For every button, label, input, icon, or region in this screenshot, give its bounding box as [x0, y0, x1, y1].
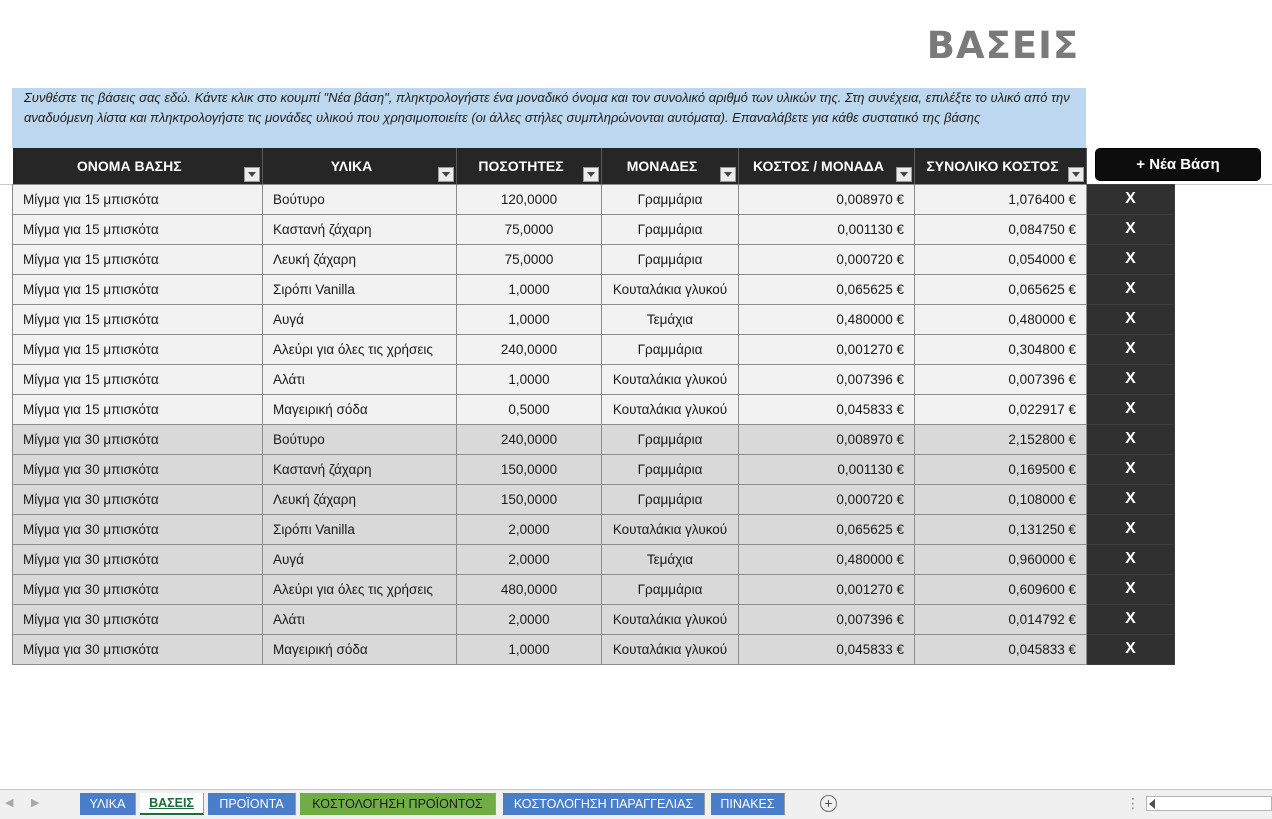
- ingredient-cell[interactable]: Μαγειρική σόδα: [263, 634, 457, 664]
- base-name-cell[interactable]: Μίγμα για 30 μπισκότα: [13, 634, 263, 664]
- table-row: [13, 574, 1175, 604]
- total-cost-cell[interactable]: 0,131250 €: [915, 514, 1087, 544]
- base-name-cell[interactable]: Μίγμα για 15 μπισκότα: [13, 244, 263, 274]
- ingredient-cell[interactable]: Αυγά: [263, 304, 457, 334]
- ingredient-cell[interactable]: Καστανή ζάχαρη: [263, 454, 457, 484]
- horizontal-scrollbar[interactable]: [1146, 796, 1272, 811]
- unit-cost-cell[interactable]: 0,000720 €: [739, 484, 915, 514]
- base-name-cell[interactable]: Μίγμα για 30 μπισκότα: [13, 514, 263, 544]
- base-name-cell[interactable]: Μίγμα για 30 μπισκότα: [13, 604, 263, 634]
- quantity-cell[interactable]: 1,0000: [457, 274, 602, 304]
- table-row: [13, 544, 1175, 574]
- quantity-cell[interactable]: 480,0000: [457, 574, 602, 604]
- delete-column-header: [1087, 148, 1175, 184]
- quantity-cell[interactable]: 75,0000: [457, 214, 602, 244]
- table-row: [13, 334, 1175, 364]
- column-header-base-name: [13, 148, 263, 184]
- quantity-cell[interactable]: 75,0000: [457, 244, 602, 274]
- unit-cost-cell[interactable]: 0,001270 €: [739, 574, 915, 604]
- base-name-cell[interactable]: Μίγμα για 15 μπισκότα: [13, 334, 263, 364]
- unit-cell[interactable]: Γραμμάρια: [602, 574, 739, 604]
- unit-cell[interactable]: Κουταλάκια γλυκού: [602, 394, 739, 424]
- filter-dropdown-icon[interactable]: [896, 167, 912, 182]
- total-cost-cell[interactable]: 0,065625 €: [915, 274, 1087, 304]
- total-cost-cell[interactable]: 0,007396 €: [915, 364, 1087, 394]
- sheet-tab-baseis[interactable]: ΒΑΣΕΙΣ: [140, 793, 204, 815]
- unit-cost-cell[interactable]: 0,001270 €: [739, 334, 915, 364]
- new-base-button[interactable]: + Νέα Βάση: [1095, 148, 1261, 181]
- table-row: [13, 364, 1175, 394]
- unit-cost-cell[interactable]: 0,045833 €: [739, 634, 915, 664]
- column-header-units: [602, 148, 739, 184]
- total-cost-cell[interactable]: 0,960000 €: [915, 544, 1087, 574]
- ingredient-cell[interactable]: Λευκή ζάχαρη: [263, 244, 457, 274]
- quantity-cell[interactable]: 1,0000: [457, 304, 602, 334]
- base-name-cell[interactable]: Μίγμα για 15 μπισκότα: [13, 274, 263, 304]
- unit-cell[interactable]: Κουταλάκια γλυκού: [602, 634, 739, 664]
- total-cost-cell[interactable]: 0,084750 €: [915, 214, 1087, 244]
- plus-circle-icon[interactable]: +: [820, 795, 837, 812]
- unit-cost-cell[interactable]: 0,001130 €: [739, 454, 915, 484]
- total-cost-cell[interactable]: 0,609600 €: [915, 574, 1087, 604]
- splitter-handle-icon[interactable]: ⋮: [1126, 795, 1140, 811]
- base-name-cell[interactable]: Μίγμα για 30 μπισκότα: [13, 454, 263, 484]
- ingredient-cell[interactable]: Βούτυρο: [263, 184, 457, 214]
- table-header-row: [13, 148, 1175, 184]
- filter-dropdown-icon[interactable]: [583, 167, 599, 182]
- table-row: [13, 514, 1175, 544]
- total-cost-cell[interactable]: 0,045833 €: [915, 634, 1087, 664]
- column-header-label: ΟΝΟΜΑ ΒΑΣΗΣ: [76, 157, 182, 174]
- quantity-cell[interactable]: 150,0000: [457, 454, 602, 484]
- table-row: [13, 304, 1175, 334]
- delete-row-button[interactable]: X: [1087, 304, 1175, 334]
- delete-row-button[interactable]: X: [1087, 634, 1175, 664]
- column-header-quantities: [457, 148, 602, 184]
- unit-cost-cell[interactable]: 0,480000 €: [739, 304, 915, 334]
- base-name-cell[interactable]: Μίγμα για 30 μπισκότα: [13, 484, 263, 514]
- total-cost-cell[interactable]: 0,169500 €: [915, 454, 1087, 484]
- unit-cell[interactable]: Κουταλάκια γλυκού: [602, 514, 739, 544]
- table-row: [13, 424, 1175, 454]
- ingredient-cell[interactable]: Αυγά: [263, 544, 457, 574]
- unit-cost-cell[interactable]: 0,065625 €: [739, 514, 915, 544]
- ingredient-cell[interactable]: Αλάτι: [263, 604, 457, 634]
- table-row: [13, 634, 1175, 664]
- filter-dropdown-icon[interactable]: [244, 167, 260, 182]
- base-name-cell[interactable]: Μίγμα για 30 μπισκότα: [13, 544, 263, 574]
- total-cost-cell[interactable]: 0,022917 €: [915, 394, 1087, 424]
- sheet-tab-proionta[interactable]: ΠΡΟΪΟΝΤΑ: [208, 793, 296, 815]
- table-row: [13, 184, 1175, 214]
- quantity-cell[interactable]: 240,0000: [457, 334, 602, 364]
- base-name-cell[interactable]: Μίγμα για 15 μπισκότα: [13, 184, 263, 214]
- ingredient-cell[interactable]: Αλεύρι για όλες τις χρήσεις: [263, 334, 457, 364]
- table-row: [13, 394, 1175, 424]
- unit-cost-cell[interactable]: 0,045833 €: [739, 394, 915, 424]
- column-header-total-cost: [915, 148, 1087, 184]
- unit-cell[interactable]: Κουταλάκια γλυκού: [602, 364, 739, 394]
- delete-row-button[interactable]: X: [1087, 424, 1175, 454]
- ingredient-cell[interactable]: Λευκή ζάχαρη: [263, 484, 457, 514]
- column-header-unit-cost: [739, 148, 915, 184]
- table-row: [13, 484, 1175, 514]
- unit-cell[interactable]: Γραμμάρια: [602, 424, 739, 454]
- unit-cell[interactable]: Τεμάχια: [602, 304, 739, 334]
- delete-row-button[interactable]: X: [1087, 274, 1175, 304]
- unit-cost-cell[interactable]: 0,007396 €: [739, 604, 915, 634]
- delete-row-button[interactable]: X: [1087, 364, 1175, 394]
- base-name-cell[interactable]: Μίγμα για 15 μπισκότα: [13, 304, 263, 334]
- table-row: [13, 454, 1175, 484]
- base-name-cell[interactable]: Μίγμα για 30 μπισκότα: [13, 574, 263, 604]
- sheet-tab-ylika[interactable]: ΥΛΙΚΑ: [80, 793, 136, 815]
- quantity-cell[interactable]: 2,0000: [457, 604, 602, 634]
- sheet-tab-kostologisi-paraggelias[interactable]: ΚΟΣΤΟΛΟΓΗΣΗ ΠΑΡΑΓΓΕΛΙΑΣ: [503, 793, 705, 815]
- delete-row-button[interactable]: X: [1087, 334, 1175, 364]
- unit-cell[interactable]: Τεμάχια: [602, 544, 739, 574]
- total-cost-cell[interactable]: 0,304800 €: [915, 334, 1087, 364]
- unit-cost-cell[interactable]: 0,001130 €: [739, 214, 915, 244]
- quantity-cell[interactable]: 1,0000: [457, 634, 602, 664]
- sheet-tab-bar: [0, 789, 1272, 819]
- total-cost-cell[interactable]: 2,152800 €: [915, 424, 1087, 454]
- delete-row-button[interactable]: X: [1087, 544, 1175, 574]
- ingredient-cell[interactable]: Μαγειρική σόδα: [263, 394, 457, 424]
- unit-cell[interactable]: Γραμμάρια: [602, 184, 739, 214]
- unit-cell[interactable]: Γραμμάρια: [602, 334, 739, 364]
- scroll-tabs-left-icon[interactable]: ◀: [5, 797, 14, 809]
- ingredient-cell[interactable]: Αλάτι: [263, 364, 457, 394]
- base-name-cell[interactable]: Μίγμα για 15 μπισκότα: [13, 364, 263, 394]
- delete-row-button[interactable]: X: [1087, 214, 1175, 244]
- column-header-label: ΜΟΝΑΔΕΣ: [626, 157, 698, 174]
- quantity-cell[interactable]: 150,0000: [457, 484, 602, 514]
- sheet-tab-kostologisi-proiontos[interactable]: ΚΟΣΤΟΛΟΓΗΣΗ ΠΡΟΪΟΝΤΟΣ: [300, 793, 496, 815]
- delete-row-button[interactable]: X: [1087, 394, 1175, 424]
- delete-row-button[interactable]: X: [1087, 514, 1175, 544]
- total-cost-cell[interactable]: 0,480000 €: [915, 304, 1087, 334]
- page-title: ΒΑΣΕΙΣ: [926, 24, 1080, 67]
- filter-dropdown-icon[interactable]: [438, 167, 454, 182]
- ingredient-cell[interactable]: Καστανή ζάχαρη: [263, 214, 457, 244]
- unit-cost-cell[interactable]: 0,480000 €: [739, 544, 915, 574]
- unit-cell[interactable]: Γραμμάρια: [602, 454, 739, 484]
- table-row: [13, 214, 1175, 244]
- table-row: [13, 604, 1175, 634]
- ingredient-cell[interactable]: Σιρόπι Vanilla: [263, 514, 457, 544]
- column-header-label: ΠΟΣΟΤΗΤΕΣ: [478, 157, 564, 174]
- scroll-tabs-right-icon[interactable]: ▶: [31, 797, 40, 809]
- filter-dropdown-icon[interactable]: [720, 167, 736, 182]
- column-header-label: ΥΛΙΚΑ: [330, 157, 373, 174]
- delete-row-button[interactable]: X: [1087, 244, 1175, 274]
- ingredient-cell[interactable]: Αλεύρι για όλες τις χρήσεις: [263, 574, 457, 604]
- column-header-label: ΚΟΣΤΟΣ / ΜΟΝΑΔΑ: [753, 157, 884, 174]
- unit-cost-cell[interactable]: 0,065625 €: [739, 274, 915, 304]
- quantity-cell[interactable]: 1,0000: [457, 364, 602, 394]
- ingredient-cell[interactable]: Βούτυρο: [263, 424, 457, 454]
- unit-cost-cell[interactable]: 0,008970 €: [739, 184, 915, 214]
- quantity-cell[interactable]: 120,0000: [457, 184, 602, 214]
- unit-cell[interactable]: Κουταλάκια γλυκού: [602, 274, 739, 304]
- quantity-cell[interactable]: 240,0000: [457, 424, 602, 454]
- total-cost-cell[interactable]: 1,076400 €: [915, 184, 1087, 214]
- unit-cost-cell[interactable]: 0,000720 €: [739, 244, 915, 274]
- quantity-cell[interactable]: 2,0000: [457, 514, 602, 544]
- column-header-ingredients: [263, 148, 457, 184]
- base-name-cell[interactable]: Μίγμα για 15 μπισκότα: [13, 394, 263, 424]
- filter-dropdown-icon[interactable]: [1068, 167, 1084, 182]
- total-cost-cell[interactable]: 0,054000 €: [915, 244, 1087, 274]
- total-cost-cell[interactable]: 0,108000 €: [915, 484, 1087, 514]
- table-body: [13, 184, 1175, 664]
- sheet-tab-pinakes[interactable]: ΠΙΝΑΚΕΣ: [711, 793, 785, 815]
- total-cost-cell[interactable]: 0,014792 €: [915, 604, 1087, 634]
- base-name-cell[interactable]: Μίγμα για 30 μπισκότα: [13, 424, 263, 454]
- table-row: [13, 274, 1175, 304]
- table-row: [13, 244, 1175, 274]
- scroll-left-arrow-icon[interactable]: [1149, 799, 1155, 809]
- quantity-cell[interactable]: 2,0000: [457, 544, 602, 574]
- delete-row-button[interactable]: X: [1087, 604, 1175, 634]
- unit-cell[interactable]: Γραμμάρια: [602, 214, 739, 244]
- unit-cost-cell[interactable]: 0,007396 €: [739, 364, 915, 394]
- unit-cell[interactable]: Κουταλάκια γλυκού: [602, 604, 739, 634]
- column-header-label: ΣΥΝΟΛΙΚΟ ΚΟΣΤΟΣ: [926, 157, 1059, 174]
- delete-row-button[interactable]: X: [1087, 484, 1175, 514]
- ingredient-cell[interactable]: Σιρόπι Vanilla: [263, 274, 457, 304]
- unit-cell[interactable]: Γραμμάρια: [602, 484, 739, 514]
- unit-cell[interactable]: Γραμμάρια: [602, 244, 739, 274]
- delete-row-button[interactable]: X: [1087, 574, 1175, 604]
- bases-table: [12, 148, 1175, 665]
- delete-row-button[interactable]: X: [1087, 184, 1175, 214]
- base-name-cell[interactable]: Μίγμα για 15 μπισκότα: [13, 214, 263, 244]
- unit-cost-cell[interactable]: 0,008970 €: [739, 424, 915, 454]
- instructions-text: Συνθέστε τις βάσεις σας εδώ. Κάντε κλικ στο κουμπί "Νέα βάση", πληκτρολογήστε ένα μοναδικό όνομα και τον συνολικό αριθμό των υλικών της. Στη συνέχεια, επιλέξτε το υλικό από την αναδυόμενη λίστα και πληκτρολογήστε τις μονάδες υλικού που χρησιμοποιείτε (οι άλλες στήλες συμπληρώνονται αυτόματα). Επαναλάβετε για κάθε συστατικό της βάσης: [12, 88, 1086, 148]
- quantity-cell[interactable]: 0,5000: [457, 394, 602, 424]
- delete-row-button[interactable]: X: [1087, 454, 1175, 484]
